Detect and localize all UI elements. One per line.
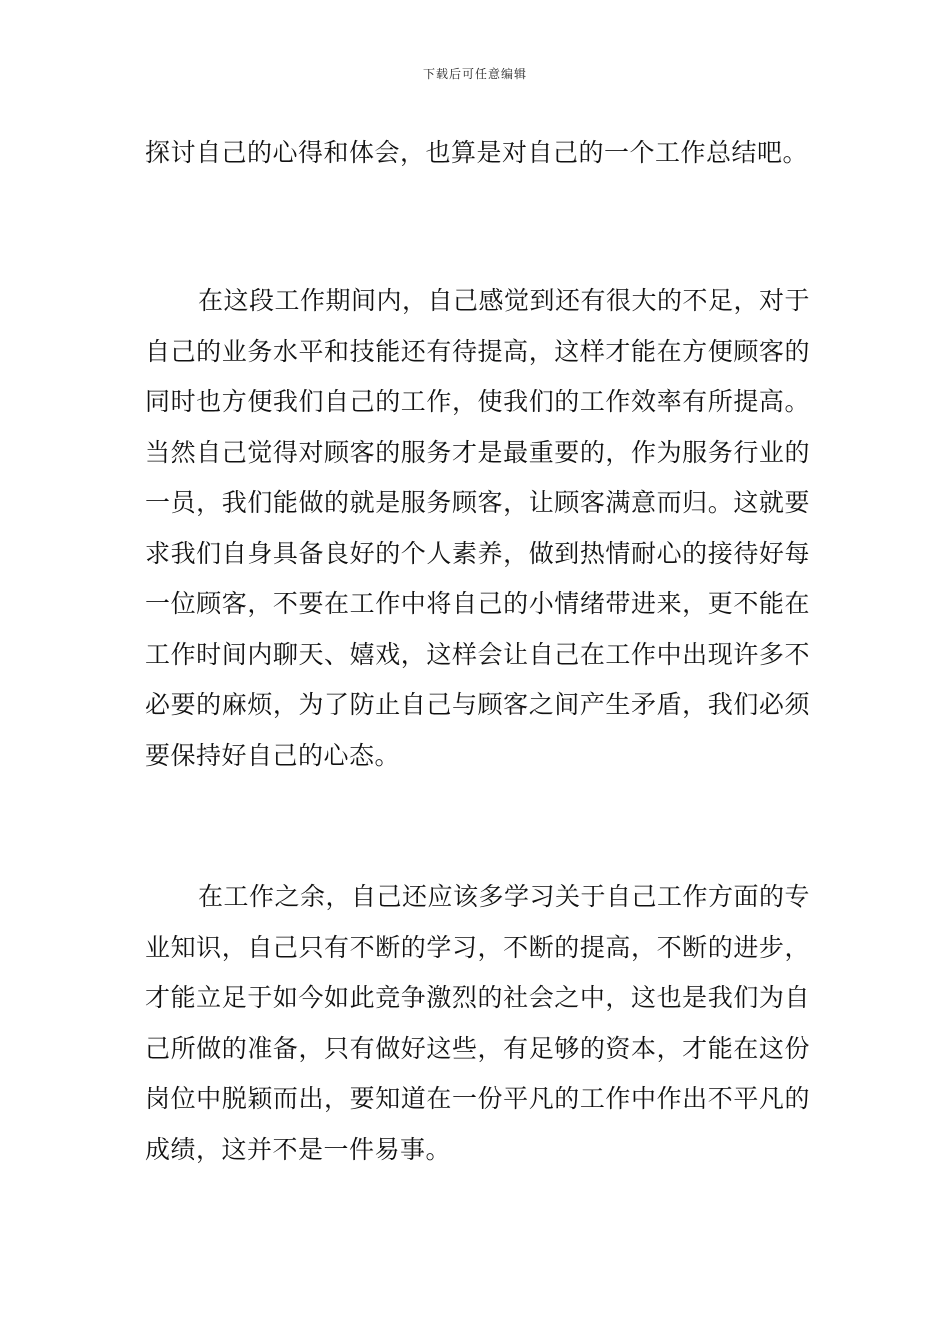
body-paragraph-2: 在工作之余，自己还应该多学习关于自己工作方面的专业知识，自己只有不断的学习，不断的提高，不断的进步，才能立足于如今如此竞争激烈的社会之中，这也是我们为自己所做的准备，只有做好这些，有足够的资本，才能在这份岗位中脱颖而出，要知道在一份平凡的工作中作出不平凡的成绩，这并不是一件易事。 — [145, 882, 811, 1164]
continuation-paragraph: 探讨自己的心得和体会，也算是对自己的一个工作总结吧。 — [145, 138, 809, 167]
page-header: 下载后可任意编辑 — [422, 67, 527, 81]
body-paragraph-1: 在这段工作期间内，自己感觉到还有很大的不足，对于自己的业务水平和技能还有待提高，这样才能在方便顾客的同时也方便我们自己的工作，使我们的工作效率有所提高。当然自己觉得对顾客的服务才是最重要的，作为服务行业的一员，我们能做的就是服务顾客，让顾客满意而归。这就要求我们自身具备良好的个人素养，做到热情耐心的接待好每一位顾客，不要在工作中将自己的小情绪带进来，更不能在工作时间内聊天、嬉戏，这样会让自己在工作中出现许多不必要的麻烦，为了防止自己与顾客之间产生矛盾，我们必须要保持好自己的心态。 — [145, 286, 811, 770]
